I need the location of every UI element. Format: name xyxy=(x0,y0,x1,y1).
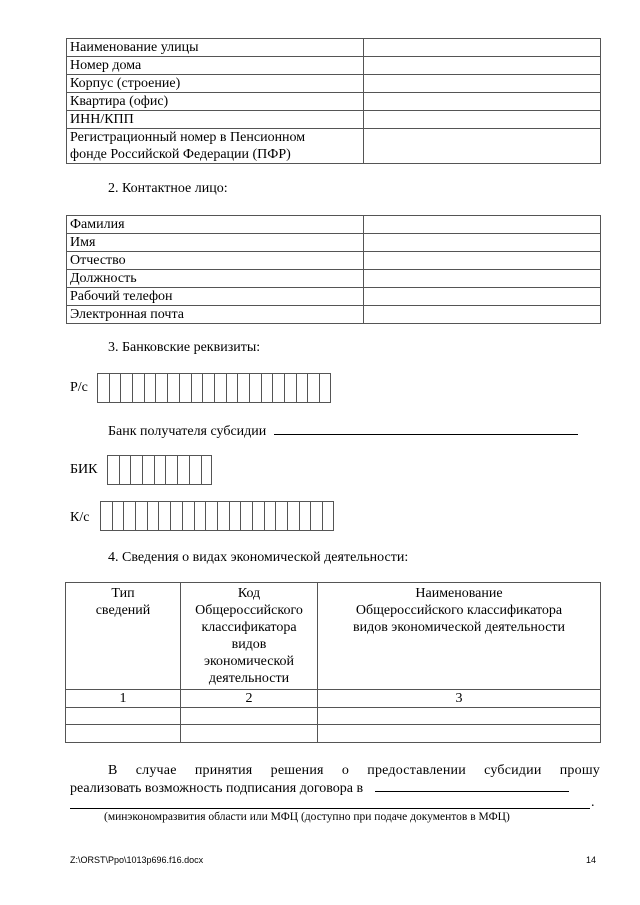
table-row xyxy=(66,725,601,743)
digit-cell[interactable] xyxy=(170,501,182,531)
digit-cell[interactable] xyxy=(147,501,159,531)
digit-cell[interactable] xyxy=(142,455,154,485)
digit-cell[interactable] xyxy=(97,373,109,403)
rs-label: Р/с xyxy=(70,380,88,395)
bank-name-text: Банк получателя субсидии xyxy=(108,424,267,439)
digit-cell[interactable] xyxy=(130,455,142,485)
digit-cell[interactable] xyxy=(144,373,156,403)
header-line: видов xyxy=(231,637,267,652)
digit-cell[interactable] xyxy=(182,501,194,531)
value-cell[interactable] xyxy=(364,216,601,234)
col-number: 2 xyxy=(181,690,318,708)
value-cell[interactable] xyxy=(364,111,601,129)
row-label: Должность xyxy=(67,270,364,288)
digit-cell[interactable] xyxy=(264,501,276,531)
bik-cells[interactable] xyxy=(107,455,212,485)
row-label: Номер дома xyxy=(67,57,364,75)
digit-cell[interactable] xyxy=(275,501,287,531)
digit-cell[interactable] xyxy=(205,501,217,531)
digit-cell[interactable] xyxy=(135,501,147,531)
table-row xyxy=(67,252,601,270)
row-label: Электронная почта xyxy=(67,306,364,324)
row-label: Наименование улицы xyxy=(67,39,364,57)
table-row xyxy=(67,270,601,288)
digit-cell[interactable] xyxy=(120,373,132,403)
contact-table xyxy=(66,215,601,324)
digit-cell[interactable] xyxy=(191,373,203,403)
digit-cell[interactable] xyxy=(310,501,322,531)
value-cell[interactable] xyxy=(364,288,601,306)
digit-cell[interactable] xyxy=(123,501,135,531)
digit-cell[interactable] xyxy=(179,373,191,403)
digit-cell[interactable] xyxy=(307,373,319,403)
digit-cell[interactable] xyxy=(167,373,179,403)
ks-label: К/с xyxy=(70,510,90,525)
decision-text: реализовать возможность подписания договора в xyxy=(70,781,364,796)
digit-cell[interactable] xyxy=(229,501,241,531)
value-cell[interactable] xyxy=(66,708,181,725)
header-row xyxy=(66,583,601,690)
row-label: Имя xyxy=(67,234,364,252)
digit-cell[interactable] xyxy=(319,373,331,403)
digit-cell[interactable] xyxy=(132,373,144,403)
value-cell[interactable] xyxy=(364,129,601,164)
header-line: сведений xyxy=(95,603,151,618)
table-row xyxy=(67,234,601,252)
footer-file-path: Z:\ORST\Ppo\1013p696.f16.docx xyxy=(70,855,204,865)
digit-cell[interactable] xyxy=(109,373,121,403)
col3-header xyxy=(318,583,601,690)
bank-name-label xyxy=(108,424,578,440)
header-line: классификатора xyxy=(201,620,297,635)
digit-cell[interactable] xyxy=(296,373,308,403)
digit-cell[interactable] xyxy=(249,373,261,403)
value-cell[interactable] xyxy=(364,306,601,324)
header-line: экономической xyxy=(203,654,295,669)
decision-line-1: В случае принятия решения о предоставлении субсидии прошу xyxy=(108,763,600,778)
decision-note: (минэкономразвития области или МФЦ (доступно при подаче документов в МФЦ) xyxy=(104,811,510,823)
organization-table xyxy=(66,38,601,164)
table-row xyxy=(67,93,601,111)
header-line: Тип xyxy=(111,586,135,601)
table-row xyxy=(67,57,601,75)
header-line: видов экономической деятельности xyxy=(352,620,566,635)
row-label: Фамилия xyxy=(67,216,364,234)
row-label: ИНН/КПП xyxy=(67,111,364,129)
table-row xyxy=(67,288,601,306)
digit-cell[interactable] xyxy=(261,373,273,403)
row-label xyxy=(67,129,364,164)
digit-cell[interactable] xyxy=(237,373,249,403)
digit-cell[interactable] xyxy=(214,373,226,403)
table-row xyxy=(67,39,601,57)
digit-cell[interactable] xyxy=(252,501,264,531)
bank-heading: 3. Банковские реквизиты: xyxy=(108,340,261,355)
digit-cell[interactable] xyxy=(217,501,229,531)
value-cell[interactable] xyxy=(364,252,601,270)
value-cell[interactable] xyxy=(364,93,601,111)
digit-cell[interactable] xyxy=(189,455,201,485)
table-row xyxy=(67,75,601,93)
value-cell[interactable] xyxy=(364,39,601,57)
row-label: Рабочий телефон xyxy=(67,288,364,306)
col2-header xyxy=(181,583,318,690)
bik-label: БИК xyxy=(70,462,98,477)
col-number: 3 xyxy=(318,690,601,708)
row-label: Корпус (строение) xyxy=(67,75,364,93)
digit-cell[interactable] xyxy=(322,501,334,531)
digit-cell[interactable] xyxy=(284,373,296,403)
digit-cell[interactable] xyxy=(226,373,238,403)
value-cell[interactable] xyxy=(364,75,601,93)
digit-cell[interactable] xyxy=(107,455,119,485)
digit-cell[interactable] xyxy=(194,501,206,531)
label-line: Регистрационный номер в Пенсионном xyxy=(70,130,306,145)
value-cell[interactable] xyxy=(364,57,601,75)
value-cell[interactable] xyxy=(364,234,601,252)
value-cell[interactable] xyxy=(318,725,601,743)
value-cell[interactable] xyxy=(181,725,318,743)
header-line: Наименование xyxy=(415,586,503,601)
digit-cell[interactable] xyxy=(100,501,112,531)
table-row xyxy=(67,111,601,129)
digit-cell[interactable] xyxy=(201,455,213,485)
digit-cell[interactable] xyxy=(299,501,311,531)
contract-place-line[interactable] xyxy=(375,791,569,792)
value-cell[interactable] xyxy=(364,270,601,288)
activity-heading: 4. Сведения о видах экономической деятельности: xyxy=(108,550,409,565)
label-line: фонде Российской Федерации (ПФР) xyxy=(70,147,291,162)
contact-heading: 2. Контактное лицо: xyxy=(108,181,228,196)
digit-cell[interactable] xyxy=(154,455,166,485)
header-line: деятельности xyxy=(208,671,290,686)
header-line: Общероссийского классификатора xyxy=(355,603,563,618)
table-row xyxy=(67,306,601,324)
col1-header xyxy=(66,583,181,690)
footer-page-number: 14 xyxy=(586,855,597,865)
digit-cell[interactable] xyxy=(202,373,214,403)
value-cell[interactable] xyxy=(318,708,601,725)
digit-cell[interactable] xyxy=(112,501,124,531)
table-row xyxy=(67,216,601,234)
digit-cell[interactable] xyxy=(158,501,170,531)
activity-table xyxy=(65,582,601,743)
col-number: 1 xyxy=(66,690,181,708)
digit-cell[interactable] xyxy=(119,455,131,485)
digit-cell[interactable] xyxy=(240,501,252,531)
row-label: Квартира (офис) xyxy=(67,93,364,111)
digit-cell[interactable] xyxy=(177,455,189,485)
digit-cell[interactable] xyxy=(155,373,167,403)
bank-name-line[interactable] xyxy=(274,434,578,435)
row-label: Отчество xyxy=(67,252,364,270)
line-end-dot: . xyxy=(591,795,595,810)
contract-place-line-2[interactable] xyxy=(70,794,590,809)
header-line: Общероссийского xyxy=(195,603,303,618)
rs-account-cells[interactable] xyxy=(97,373,331,403)
digit-cell[interactable] xyxy=(272,373,284,403)
digit-cell[interactable] xyxy=(287,501,299,531)
table-row xyxy=(67,129,601,164)
table-row xyxy=(66,708,601,725)
value-cell[interactable] xyxy=(66,725,181,743)
ks-account-cells[interactable] xyxy=(100,501,334,531)
digit-cell[interactable] xyxy=(165,455,177,485)
number-row xyxy=(66,690,601,708)
value-cell[interactable] xyxy=(181,708,318,725)
header-line: Код xyxy=(237,586,261,601)
